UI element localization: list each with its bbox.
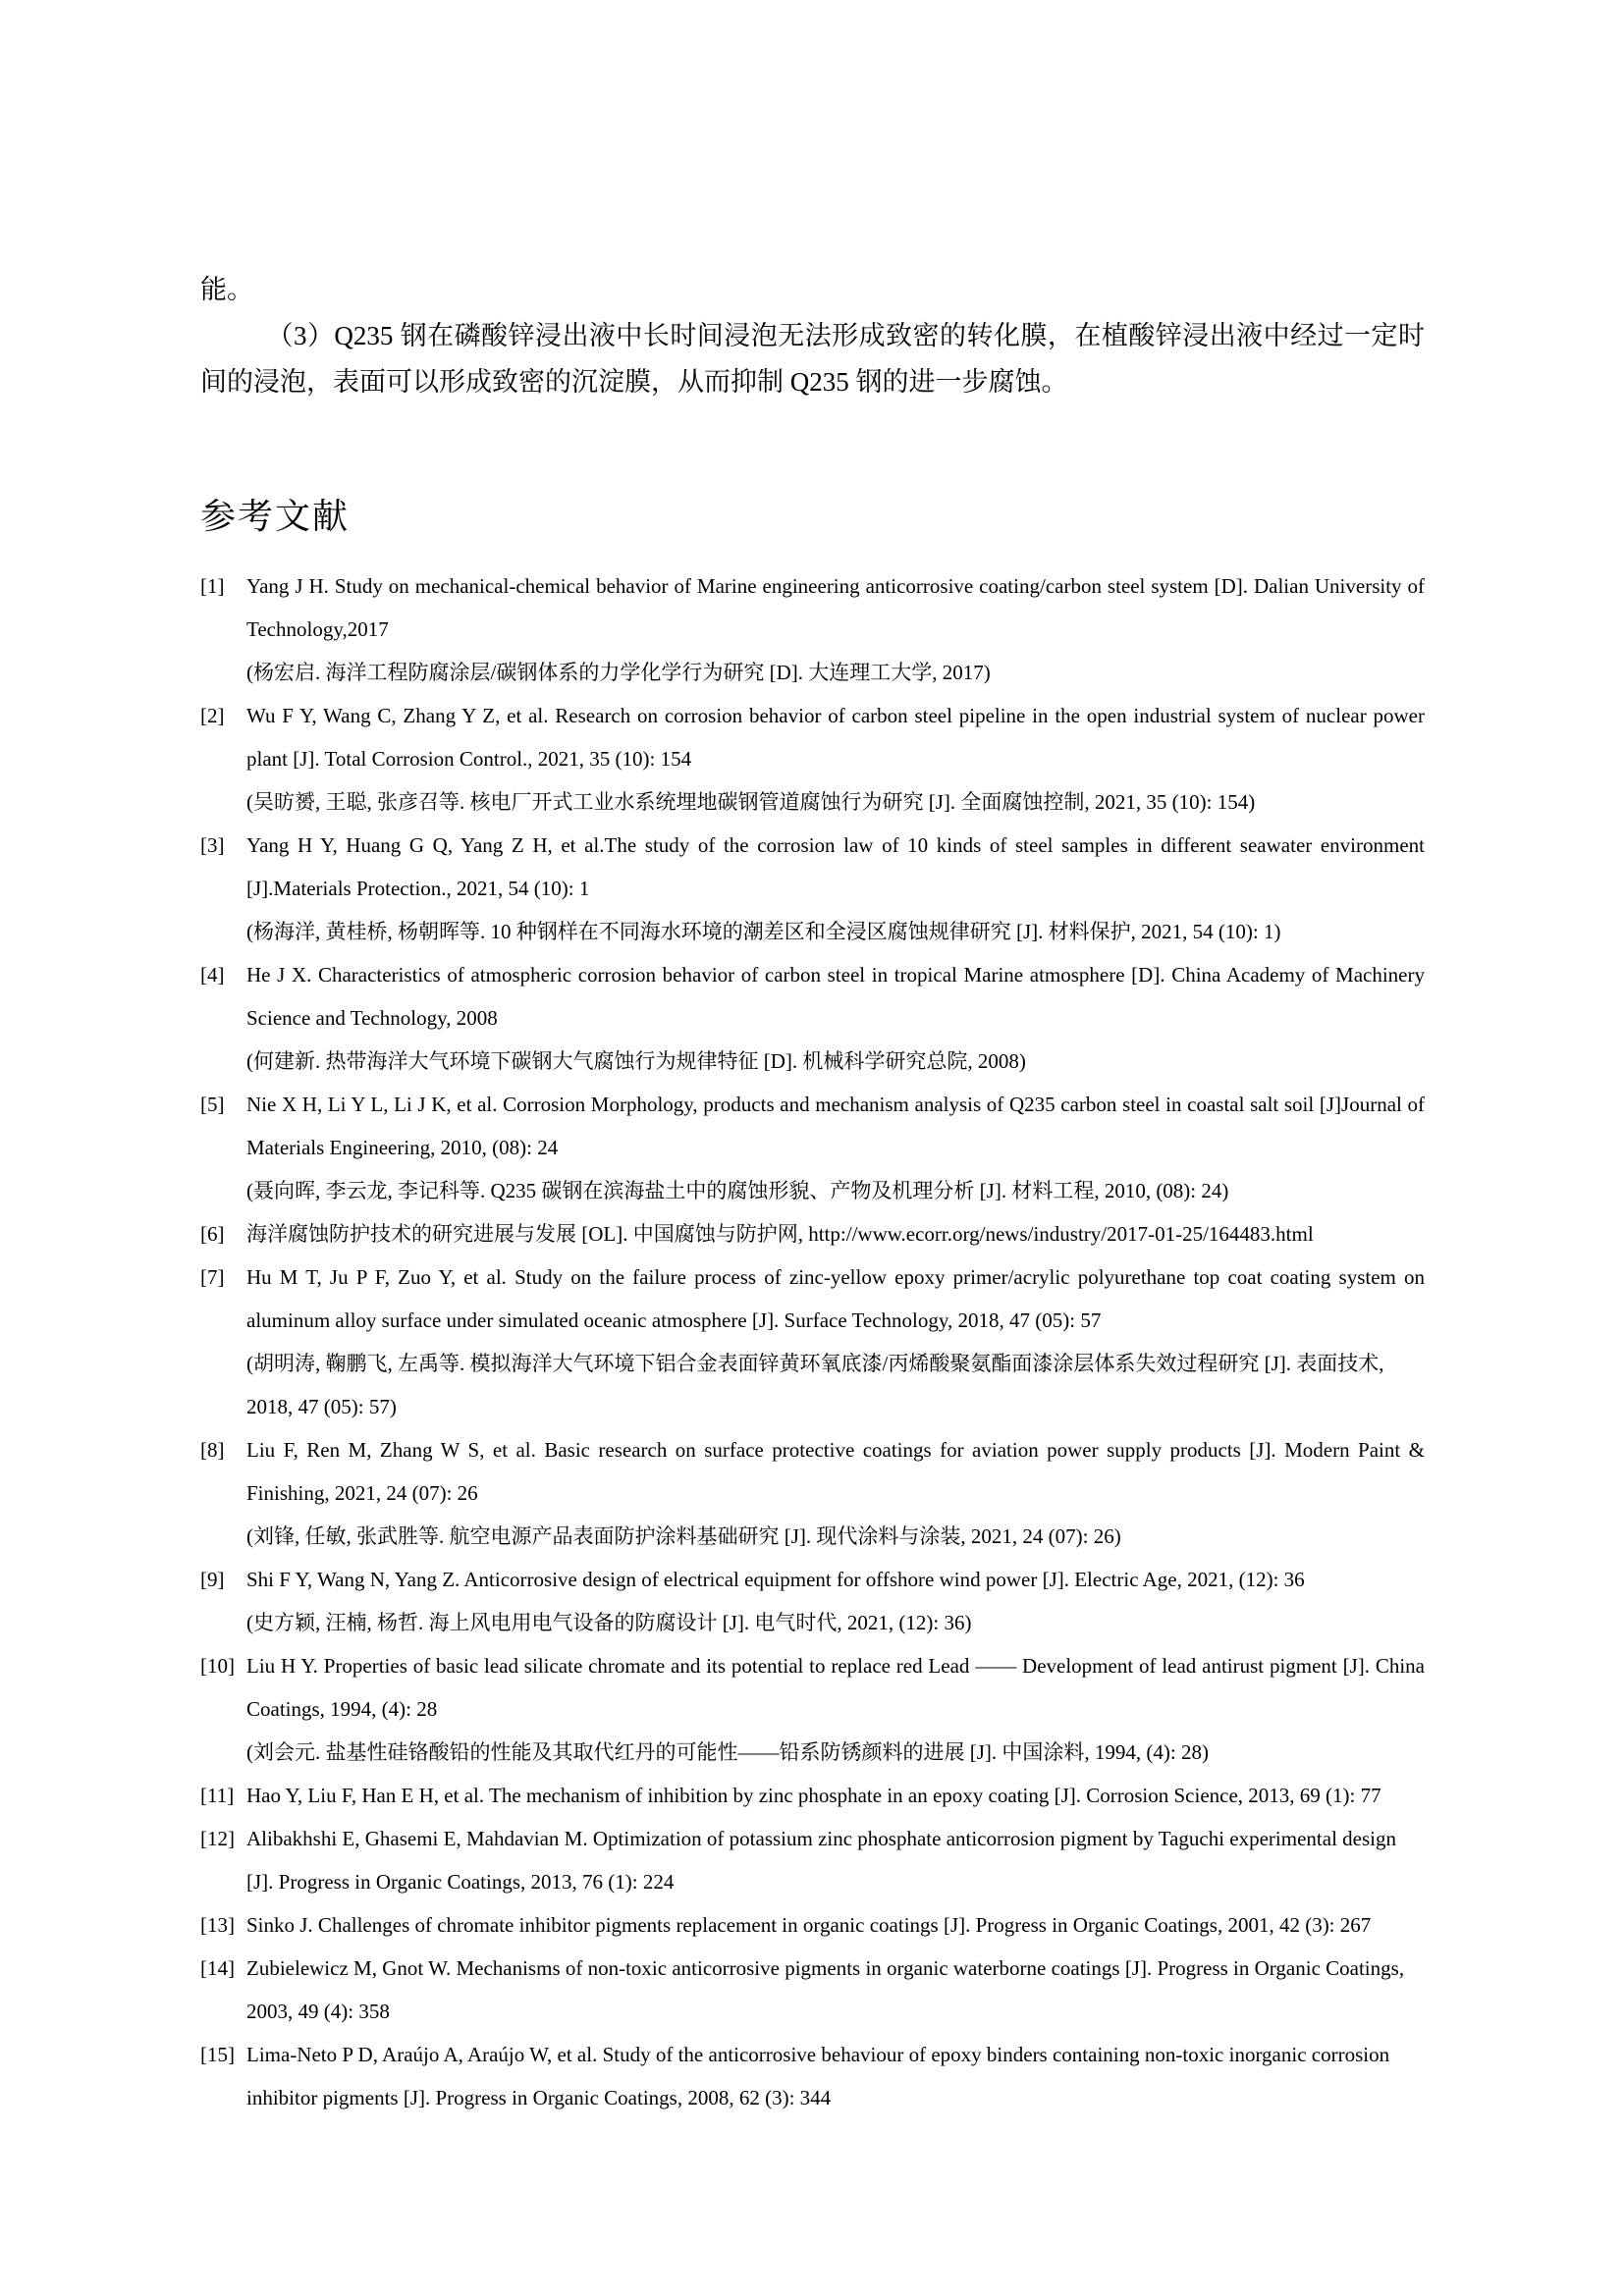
reference-text: He J X. Characteristics of atmospheric corrosion behavior of carbon steel in tropical Marine atmosphere [D]. China Academy of Machinery Science and Technology, 2008 [246, 963, 1425, 1030]
reference-number: [9] [200, 1568, 225, 1591]
reference-number: [6] [200, 1222, 225, 1246]
reference-text: Hao Y, Liu F, Han E H, et al. The mechanism of inhibition by zinc phosphate in an epoxy coating [J]. Corrosion Science, 2013, 69 (1): 77 [246, 1784, 1381, 1807]
reference-text: Alibakhshi E, Ghasemi E, Mahdavian M. Optimization of potassium zinc phosphate anticorrosion pigment by Taguchi experimental design [J]. Progress in Organic Coatings, 2013, 76 (1): 224 [246, 1827, 1396, 1894]
reference-text: Lima-Neto P D, Araújo A, Araújo W, et al. Study of the anticorrosive behaviour of epoxy binders containing non-toxic inorganic corrosion inhibitor pigments [J]. Progress in Organic Coatings, 2008, 62 (3): 344 [246, 2043, 1390, 2109]
reference-item [200, 1558, 1425, 1644]
reference-item [200, 1947, 1425, 2033]
reference-list [200, 564, 1425, 2119]
reference-number: [8] [200, 1438, 225, 1462]
intro-block [200, 267, 1425, 405]
reference-item [200, 953, 1425, 1083]
reference-text: Sinko J. Challenges of chromate inhibitor pigments replacement in organic coatings [J]. Progress in Organic Coatings, 2001, 42 (3): 267 [246, 1913, 1372, 1937]
reference-text: (胡明涛, 鞠鹏飞, 左禹等. 模拟海洋大气环境下铝合金表面锌黄环氧底漆/丙烯酸聚氨酯面漆涂层体系失效过程研究 [J]. 表面技术, 2018, 47 (05): 57) [246, 1352, 1384, 1418]
reference-item [200, 1644, 1425, 1774]
reference-number: [3] [200, 833, 225, 857]
reference-item [200, 1428, 1425, 1558]
reference-number: [5] [200, 1093, 225, 1116]
reference-text: (吴昉赟, 王聪, 张彦召等. 核电厂开式工业水系统埋地碳钢管道腐蚀行为研究 [J]. 全面腐蚀控制, 2021, 35 (10): 154) [246, 790, 1256, 814]
reference-number: [7] [200, 1265, 225, 1289]
reference-item [200, 824, 1425, 953]
intro-fragment-line: 能。 [200, 275, 253, 304]
reference-item [200, 694, 1425, 824]
reference-text: (刘会元. 盐基性硅铬酸铅的性能及其取代红丹的可能性——铅系防锈颜料的进展 [J]. 中国涂料, 1994, (4): 28) [246, 1740, 1209, 1764]
intro-paragraph: （3）Q235 钢在磷酸锌浸出液中长时间浸泡无法形成致密的转化膜，在植酸锌浸出液中经过一定时间的浸泡，表面可以形成致密的沉淀膜，从而抑制 Q235 钢的进一步腐蚀。 [200, 321, 1425, 397]
reference-number: [4] [200, 963, 225, 987]
references-heading: 参考文献 [200, 497, 351, 536]
reference-item [200, 1212, 1425, 1255]
reference-number: [14] [200, 1956, 235, 1980]
reference-number: [15] [200, 2043, 235, 2066]
reference-text: (聂向晖, 李云龙, 李记科等. Q235 碳钢在滨海盐土中的腐蚀形貌、产物及机理分析 [J]. 材料工程, 2010, (08): 24) [246, 1179, 1229, 1202]
reference-text: Wu F Y, Wang C, Zhang Y Z, et al. Research on corrosion behavior of carbon steel pipeline in the open industrial system of nuclear power plant [J]. Total Corrosion Control., 2021, 35 (10): 154 [246, 704, 1425, 771]
reference-text: 海洋腐蚀防护技术的研究进展与发展 [OL]. 中国腐蚀与防护网, http://www.ecorr.org/news/industry/2017-01-25/164483.html [246, 1222, 1314, 1246]
reference-text: Yang J H. Study on mechanical-chemical behavior of Marine engineering anticorrosive coating/carbon steel system [D]. Dalian University of Technology,2017 [246, 574, 1425, 641]
reference-number: [12] [200, 1827, 235, 1850]
reference-number: [2] [200, 704, 225, 727]
reference-item [200, 1817, 1425, 1903]
reference-text: Zubielewicz M, Gnot W. Mechanisms of non-toxic anticorrosive pigments in organic waterborne coatings [J]. Progress in Organic Coatings, 2003, 49 (4): 358 [246, 1956, 1405, 2023]
reference-text: (刘锋, 任敏, 张武胜等. 航空电源产品表面防护涂料基础研究 [J]. 现代涂料与涂装, 2021, 24 (07): 26) [246, 1524, 1121, 1548]
reference-text: (杨海洋, 黄桂桥, 杨朝晖等. 10 种钢样在不同海水环境的潮差区和全浸区腐蚀规律研究 [J]. 材料保护, 2021, 54 (10): 1) [246, 920, 1281, 943]
reference-item [200, 1903, 1425, 1947]
reference-text: Yang H Y, Huang G Q, Yang Z H, et al.The study of the corrosion law of 10 kinds of steel samples in different seawater environment [J].Materials Protection., 2021, 54 (10): 1 [246, 833, 1425, 900]
reference-text: Nie X H, Li Y L, Li J K, et al. Corrosion Morphology, products and mechanism analysis of Q235 carbon steel in coastal salt soil [J]Journal of Materials Engineering, 2010, (08): 24 [246, 1093, 1425, 1159]
reference-text: Shi F Y, Wang N, Yang Z. Anticorrosive design of electrical equipment for offshore wind power [J]. Electric Age, 2021, (12): 36 [246, 1568, 1305, 1591]
reference-number: [11] [200, 1784, 235, 1807]
reference-number: [1] [200, 574, 225, 598]
reference-text: Hu M T, Ju P F, Zuo Y, et al. Study on the failure process of zinc-yellow epoxy primer/acrylic polyurethane top coat coating system on aluminum alloy surface under simulated oceanic atmosphere [J]. Surface Technology, 2018, 47 (05): 57 [246, 1265, 1425, 1332]
reference-item [200, 1255, 1425, 1428]
reference-text: (何建新. 热带海洋大气环境下碳钢大气腐蚀行为规律特征 [D]. 机械科学研究总院, 2008) [246, 1049, 1026, 1073]
reference-item [200, 2033, 1425, 2119]
reference-number: [13] [200, 1913, 235, 1937]
reference-number: [10] [200, 1654, 235, 1678]
reference-text: (杨宏启. 海洋工程防腐涂层/碳钢体系的力学化学行为研究 [D]. 大连理工大学, 2017) [246, 661, 991, 684]
reference-text: (史方颖, 汪楠, 杨哲. 海上风电用电气设备的防腐设计 [J]. 电气时代, 2021, (12): 36) [246, 1611, 972, 1634]
reference-item [200, 1774, 1425, 1817]
reference-item [200, 564, 1425, 694]
reference-text: Liu H Y. Properties of basic lead silicate chromate and its potential to replace red Lead —— Development of lead antirust pigment [J]. China Coatings, 1994, (4): 28 [246, 1654, 1425, 1721]
reference-item [200, 1083, 1425, 1212]
reference-text: Liu F, Ren M, Zhang W S, et al. Basic research on surface protective coatings for aviation power supply products [J]. Modern Paint & Finishing, 2021, 24 (07): 26 [246, 1438, 1425, 1505]
